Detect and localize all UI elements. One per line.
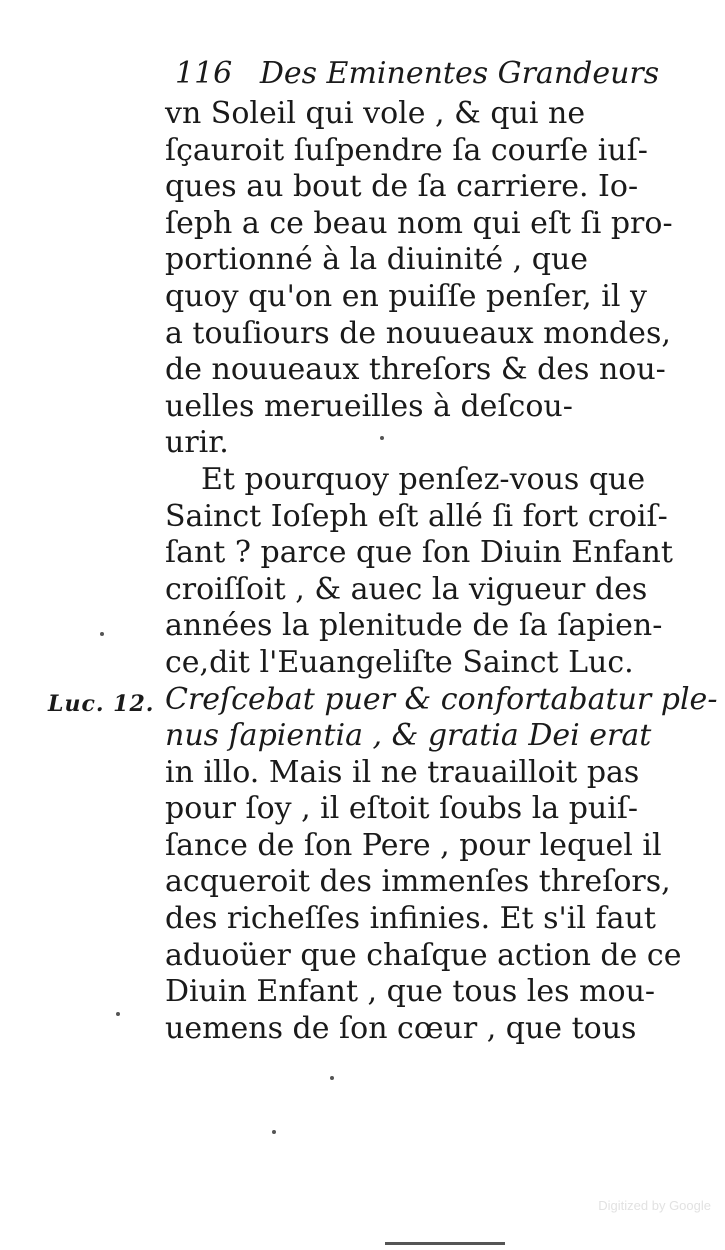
ink-speck <box>116 1012 120 1016</box>
text-line: Diuin Enfant , que tous les mou- <box>165 974 656 1010</box>
text-line: ques au bout de ſa carriere. Io- <box>165 169 639 205</box>
text-line: ſçauroit ſuſpendre ſa courſe iuſ- <box>165 132 648 168</box>
text-line: urir. <box>165 425 229 461</box>
text-line: a touſiours de nouueaux mondes, <box>165 315 671 351</box>
text-line: années la plenitude de ſa ſapien- <box>165 608 663 644</box>
text-line: ſeph a ce beau nom qui eſt ſi pro- <box>165 205 673 241</box>
text-line: uelles merueilles à deſcou- <box>165 388 573 424</box>
text-line: portionné à la diuinité , que <box>165 242 589 278</box>
page-number: 116 <box>175 56 233 91</box>
latin-quote-line: nus ſapientia , & gratia Dei erat <box>165 718 652 754</box>
bottom-rule <box>385 1242 505 1245</box>
text-line: de nouueaux threſors & des nou- <box>165 352 666 388</box>
text-line: ce,dit l'Euangeliſte Sainct Luc. <box>165 644 634 680</box>
latin-quote-line: Creſcebat puer & confortabatur ple- <box>165 681 718 717</box>
margin-reference: Luc. 12. <box>48 691 155 717</box>
text-line: croiſſoit , & auec la vigueur des <box>165 571 648 607</box>
body-text <box>165 96 718 1047</box>
ink-speck <box>100 632 104 636</box>
text-line: ſance de ſon Pere , pour lequel il <box>165 827 662 863</box>
page-header <box>175 52 660 96</box>
text-line: uemens de ſon cœur , que tous <box>165 1010 637 1046</box>
text-line: vn Soleil qui vole , & qui ne <box>165 96 586 131</box>
text-line: pour ſoy , il eſtoit ſoubs la puiſ- <box>165 791 639 827</box>
running-title: Des Eminentes Grandeurs <box>259 56 660 91</box>
text-line: in illo. Mais il ne trauailloit pas <box>165 754 640 790</box>
text-line: acqueroit des immenſes threſors, <box>165 864 671 900</box>
text-line: aduoüer que chaſque action de ce <box>165 937 682 973</box>
paragraph-start-line: Et pourquoy penſez-vous que <box>201 461 646 497</box>
watermark: Digitized by Google <box>598 1198 711 1213</box>
ink-speck <box>380 436 384 440</box>
text-line: ſant ? parce que ſon Diuin Enfant <box>165 535 673 571</box>
text-line: Sainct Ioſeph eſt allé ſi fort croiſ- <box>165 498 668 534</box>
ink-speck <box>330 1076 334 1080</box>
text-line: quoy qu'on en puiſſe penſer, il y <box>165 278 647 314</box>
text-line: des richeſſes infinies. Et s'il faut <box>165 901 656 937</box>
ink-speck <box>272 1130 276 1134</box>
